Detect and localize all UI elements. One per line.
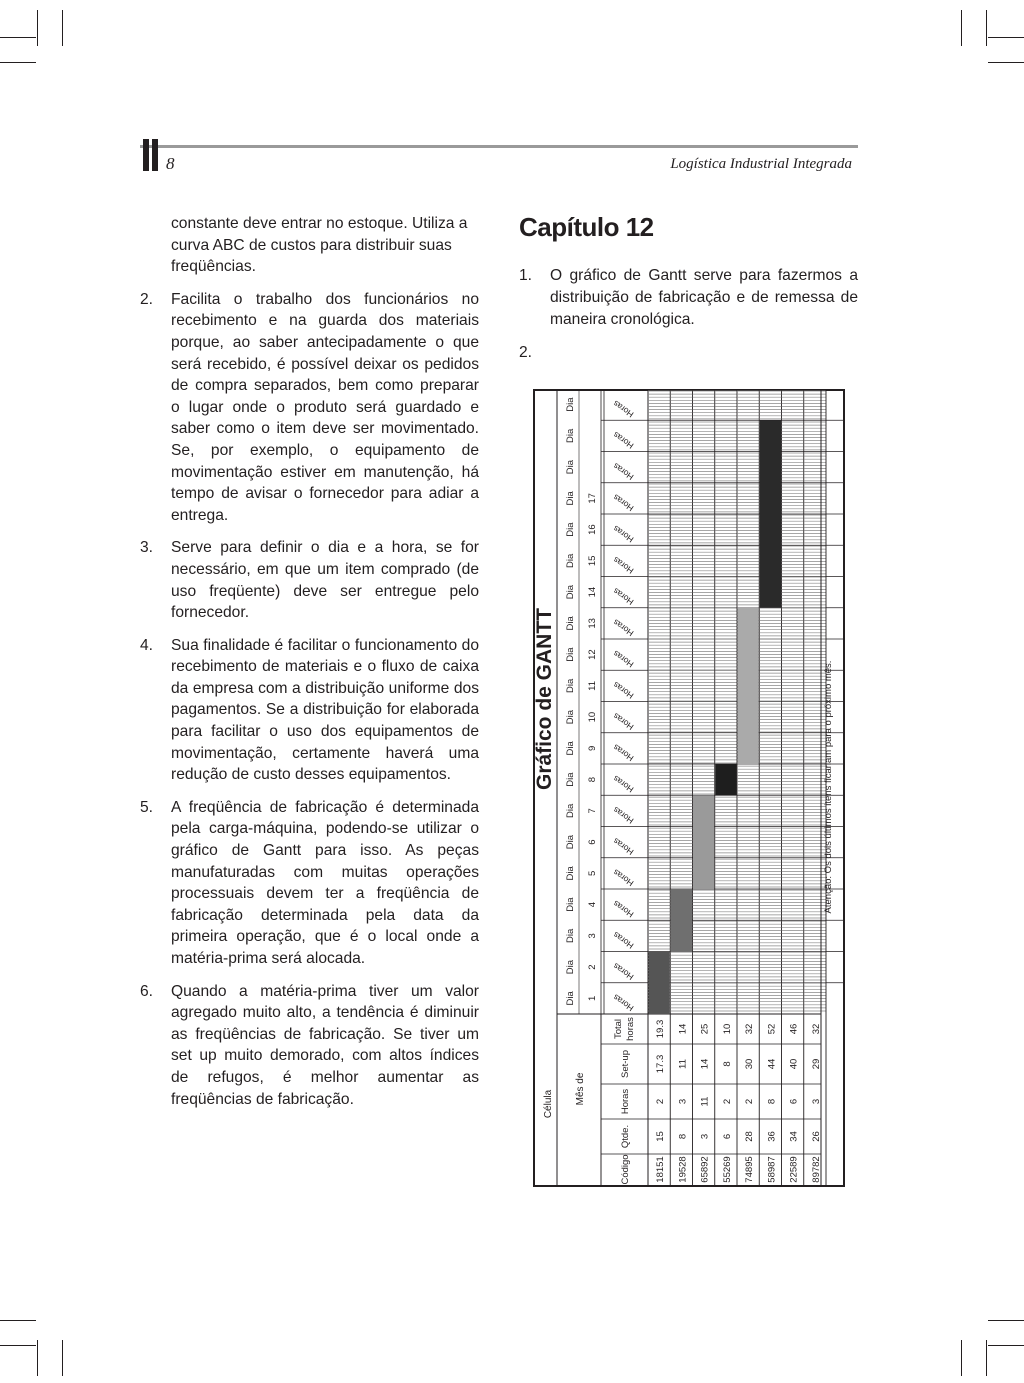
column-header: Total	[613, 1018, 624, 1040]
hours-label: Horas	[611, 523, 636, 545]
cell-value: 32	[744, 1023, 756, 1035]
header-mark	[152, 139, 158, 171]
cell-value: 44	[766, 1058, 778, 1070]
cell-value: 89782	[810, 1156, 822, 1183]
cell-value: 2	[655, 1098, 667, 1105]
day-number: 8	[587, 776, 598, 783]
header-mark	[143, 139, 149, 171]
chapter-title: Capítulo 12	[519, 212, 654, 242]
hours-label: Horas	[611, 867, 636, 889]
cell-value: 46	[788, 1023, 800, 1035]
day-number: 10	[587, 711, 598, 723]
cell-value: 8	[721, 1061, 733, 1067]
item-text: Sua finalidade é facilitar o funcionamento do recebimento de materiais e o fluxo de caixa da empresa com a distribuição uniforme dos pagamentos. Se a distribuição for elaborada para facilitar o uso dos equipamentos de movimentação, certamente haverá uma redução de custo desses equipamentos.	[171, 636, 479, 784]
list-item	[140, 797, 479, 970]
column-header: Qtde.	[620, 1124, 631, 1149]
day-label: Dia	[565, 834, 576, 850]
cell-value: 22589	[788, 1156, 800, 1183]
hours-label: Horas	[611, 648, 636, 670]
item-number: 3.	[140, 539, 154, 557]
cell-value: 55269	[721, 1156, 733, 1183]
gantt-bar	[760, 420, 781, 608]
hours-label: Horas	[611, 960, 636, 983]
hours-label: Horas	[611, 460, 636, 483]
day-label: Dia	[565, 647, 576, 662]
cell-value: 8	[766, 1098, 778, 1105]
cell-value: 11	[677, 1059, 689, 1069]
continuation-paragraph: constante deve entrar no estoque. Utiliza a curva ABC de custos para distribuir suas freqüências.	[171, 215, 468, 276]
gantt-bar	[738, 608, 759, 764]
item-number: 2.	[140, 290, 154, 308]
day-number: 3	[587, 933, 598, 939]
day-label: Dia	[565, 397, 576, 412]
day-number: 12	[587, 649, 598, 660]
cell-value: 18151	[655, 1156, 667, 1183]
day-label: Dia	[565, 459, 576, 475]
cell-value: 17.3	[655, 1054, 667, 1074]
day-number: 14	[587, 586, 598, 598]
cell-value: 36	[766, 1131, 778, 1142]
cell-value: 2	[721, 1098, 733, 1105]
list-item	[140, 537, 479, 623]
day-label: Dia	[565, 803, 576, 819]
list-item	[140, 981, 479, 1111]
chart-title: Gráfico de GANTT	[533, 607, 556, 791]
cell-value: 74895	[744, 1156, 756, 1183]
cell-value: 10	[721, 1023, 733, 1035]
item-text: Quando a matéria-prima tiver um valor agregado muito alto, a tendência é diminuir as freqüências de fabricação. Se tiver um set up muito demorado, com altos índices de refugos, é melhor aumentar as freqüências de fabricação.	[171, 982, 479, 1108]
day-label: Dia	[565, 616, 576, 631]
day-number: 2	[587, 964, 598, 970]
item-number: 2.	[519, 344, 533, 361]
item-text: Serve para definir o dia e a hora, se for necessário, em que um item comprado (de uso freqüente) deve ser entregue pelo fornecedor.	[171, 539, 479, 622]
hours-label: Horas	[611, 679, 636, 701]
cell-value: 8	[677, 1133, 689, 1140]
gantt-bar	[693, 795, 714, 889]
cell-value: 26	[810, 1131, 822, 1142]
item-text: Facilita o trabalho dos funcionários no recebimento e na guarda dos materiais porque, ao saber antecipadamente o que será recebido, é possível deixar os pedidos de compra separados, bem como preparar o lugar onde o produto será guardado e saber como o item deve ser movimentado. Se, por exemplo, o equipamento de movimentação estiver em manutenção, há tempo de avisar o fornecedor para adiar a entrega.	[171, 290, 479, 524]
cell-value: 65892	[699, 1156, 711, 1183]
cell-value: 32	[810, 1023, 822, 1035]
day-number: 4	[587, 901, 598, 908]
list-item	[140, 635, 479, 786]
cell-value: 28	[744, 1131, 756, 1142]
cell-value: 14	[699, 1058, 711, 1070]
day-number: 7	[587, 808, 598, 814]
hours-label: Horas	[611, 492, 636, 514]
column-header: horas	[625, 1017, 636, 1041]
left-column	[140, 213, 479, 1121]
cell-value: 2	[744, 1098, 756, 1105]
day-label: Dia	[565, 991, 576, 1006]
cell-value: 6	[788, 1098, 800, 1105]
list-item	[519, 265, 858, 331]
day-number: 6	[587, 839, 598, 845]
day-label: Dia	[565, 491, 576, 506]
item-text: A freqüência de fabricação é determinada pela carga-máquina, podendo-se utilizar o gráfico de Gantt para isso. As peças manufaturadas com muitas operações processuais devem ter a freqüência de fabricação determinada pela data da primeira operação, que é o local onde a matéria-prima será alocada.	[171, 798, 479, 967]
day-number: 15	[587, 555, 598, 567]
header-rule	[140, 145, 858, 148]
day-label: Dia	[565, 772, 576, 787]
item-number: 1.	[519, 267, 533, 284]
cell-value: 3	[677, 1098, 689, 1105]
hours-label: Horas	[611, 585, 636, 608]
day-number: 13	[587, 618, 598, 629]
column-header: Horas	[620, 1088, 631, 1115]
hours-label: Horas	[611, 398, 636, 420]
cell-value: 6	[721, 1133, 733, 1140]
day-number: 16	[587, 524, 598, 535]
running-title: Logística Industrial Integrada	[670, 156, 852, 172]
hours-label: Horas	[611, 804, 636, 826]
gantt-bar	[671, 889, 692, 952]
day-number: 9	[587, 745, 598, 752]
day-label: Dia	[565, 522, 576, 537]
day-label: Dia	[565, 897, 576, 912]
chart-note: Atenção: Os dois últimos itens ficariam para o próximo mês.	[823, 660, 834, 914]
cell-value: 29	[810, 1058, 822, 1070]
item-number: 5.	[140, 798, 154, 816]
day-label: Dia	[565, 553, 576, 569]
column-header: Set-up	[620, 1050, 631, 1078]
cell-value: 19.3	[655, 1019, 667, 1039]
gantt-chart	[533, 389, 845, 1187]
hours-label: Horas	[611, 898, 636, 920]
day-number: 17	[587, 493, 598, 504]
hours-label: Horas	[611, 742, 636, 764]
hours-label: Horas	[611, 773, 636, 795]
list-item	[140, 289, 479, 527]
cell-value: 30	[744, 1058, 756, 1070]
day-label: Dia	[565, 584, 576, 600]
item-number: 4.	[140, 636, 154, 654]
cell-value: 15	[655, 1131, 667, 1142]
day-number: 1	[587, 995, 598, 1002]
hours-label: Horas	[611, 429, 636, 451]
cell-value: 11	[699, 1096, 711, 1107]
hours-label: Horas	[611, 929, 636, 951]
gantt-bar	[649, 952, 670, 1015]
hours-label: Horas	[611, 554, 636, 576]
month-label: Mês de	[575, 1072, 586, 1106]
cell-value: 40	[788, 1058, 800, 1070]
cell-value: 58987	[766, 1156, 778, 1183]
cell-value: 19528	[677, 1156, 689, 1183]
hours-label: Horas	[611, 835, 636, 858]
hours-label: Horas	[611, 992, 636, 1014]
cell-value: 52	[766, 1023, 778, 1035]
day-number: 11	[587, 680, 598, 691]
item-text: O gráfico de Gantt serve para fazermos a distribuição de fabricação e de remessa de maneira cronológica.	[550, 267, 858, 328]
day-number: 5	[587, 870, 598, 877]
day-label: Dia	[565, 741, 576, 756]
column-header: Código	[620, 1154, 631, 1185]
cell-value: 3	[699, 1133, 711, 1140]
day-label: Dia	[565, 709, 576, 725]
hours-label: Horas	[611, 710, 636, 733]
hours-label: Horas	[611, 617, 636, 639]
day-label: Dia	[565, 678, 576, 694]
cell-label: Célula	[543, 1089, 554, 1119]
cell-value: 3	[810, 1098, 822, 1105]
day-label: Dia	[565, 428, 576, 444]
item-number: 6.	[140, 982, 154, 1000]
day-label: Dia	[565, 866, 576, 881]
day-label: Dia	[565, 959, 576, 975]
cell-value: 34	[788, 1131, 800, 1142]
gantt-bar	[715, 764, 736, 795]
page-number: 8	[166, 154, 175, 173]
day-label: Dia	[565, 928, 576, 944]
cell-value: 25	[699, 1023, 711, 1035]
cell-value: 14	[677, 1023, 689, 1035]
